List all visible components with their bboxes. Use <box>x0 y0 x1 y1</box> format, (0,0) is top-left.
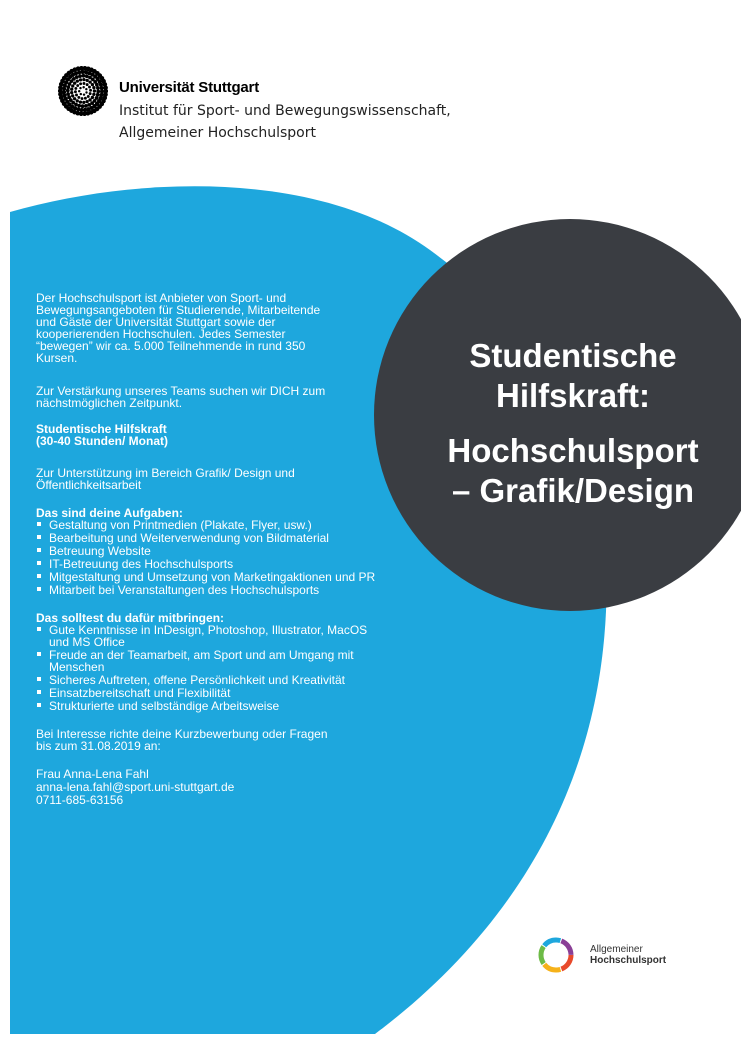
position-desc-line: Zur Unterstützung im Bereich Grafik/ Design und <box>36 466 295 480</box>
logo-dot <box>83 93 85 95</box>
logo-dot <box>91 96 94 99</box>
position-title-line: Studentische Hilfskraft <box>36 422 167 436</box>
intro-line: Kursen. <box>36 351 78 365</box>
logo-dot <box>78 90 80 92</box>
logo-dot <box>88 98 91 101</box>
ahs-line: Hochschulsport <box>590 955 667 966</box>
logo-dot <box>86 79 89 82</box>
logo-dot <box>71 84 74 87</box>
intro-line: Bewegungsangeboten für Studierende, Mitarbeitende <box>36 303 321 317</box>
logo-dot <box>76 79 79 82</box>
position-title-line: (30-40 Stunden/ Monat) <box>36 434 169 448</box>
position-desc-line: Öffentlichkeitsarbeit <box>36 478 142 492</box>
logo-dot <box>76 84 79 87</box>
requirement-item: Gute Kenntnisse in InDesign, Photoshop, Illustrator, MacOS und MS Office <box>36 624 386 648</box>
contact-block <box>36 768 386 807</box>
requirement-item: Freude an der Teamarbeit, am Sport und am Umgang mit Menschen <box>36 649 386 673</box>
logo-dot <box>85 91 87 93</box>
requirement-item: Einsatzbereitschaft und Flexibilität <box>36 687 386 699</box>
task-item: Mitarbeit bei Veranstaltungen des Hochschulsports <box>36 584 386 596</box>
logo-dot <box>85 100 88 103</box>
requirement-item: Strukturierte und selbständige Arbeitsweise <box>36 700 386 712</box>
logo-dot <box>66 106 71 111</box>
logo-dot <box>84 97 87 100</box>
requirements-heading: Das solltest du dafür mitbringen: <box>36 611 225 625</box>
logo-dot <box>89 92 92 95</box>
logo-dot <box>95 83 99 87</box>
hochschulsport-logo-text <box>590 944 666 966</box>
institute-line: Institut für Sport- und Bewegungswissenschaft, <box>119 103 451 119</box>
logo-dot <box>93 89 96 92</box>
intro-text <box>36 292 386 364</box>
logo-dot <box>92 86 95 89</box>
position-title <box>36 423 386 447</box>
contact-phone: 0711-685-63156 <box>36 793 124 807</box>
task-item: Mitgestaltung und Umsetzung von Marketingaktionen und PR <box>36 571 386 583</box>
tasks-list <box>36 519 386 596</box>
apply-text <box>36 728 386 752</box>
university-name: Universität Stuttgart <box>119 79 259 96</box>
tasks-heading: Das sind deine Aufgaben: <box>36 506 183 520</box>
position-description <box>36 467 386 491</box>
logo-dot <box>96 86 100 90</box>
hochschulsport-logo-icon <box>536 935 576 975</box>
contact-name: Frau Anna-Lena Fahl <box>36 767 149 781</box>
logo-dot <box>77 96 80 99</box>
logo-dot <box>78 74 82 78</box>
logo-dot <box>70 88 73 91</box>
logo-dot <box>82 86 84 88</box>
requirement-item: Sicheres Auftreten, offene Persönlichkeit und Kreativität <box>36 674 386 686</box>
logo-dot <box>83 82 86 85</box>
apply-line: bis zum 31.08.2019 an: <box>36 739 161 753</box>
intro-line: “bewegen” wir ca. 5.000 Teilnehmende in rund 350 <box>36 339 306 353</box>
logo-dot <box>74 87 77 90</box>
logo-dot <box>91 83 94 86</box>
task-item: IT-Betreuung des Hochschulsports <box>36 558 386 570</box>
task-item: Gestaltung von Printmedien (Plakate, Flyer, usw.) <box>36 519 386 531</box>
logo-dot <box>96 90 100 94</box>
logo-dot <box>92 93 95 96</box>
logo-dot <box>82 101 85 104</box>
logo-dot <box>75 94 78 97</box>
logo-dot <box>79 78 82 81</box>
logo-dot <box>87 95 90 98</box>
logo-dot <box>75 75 79 79</box>
intro-line: und Gäste der Universität Stuttgart sowie der <box>36 315 276 329</box>
job-description <box>36 292 386 807</box>
logo-dot <box>67 95 71 99</box>
logo-dot <box>66 92 70 96</box>
logo-dot <box>79 82 82 85</box>
team-text <box>36 385 386 409</box>
title-circle-text <box>418 336 728 511</box>
logo-dot <box>82 74 86 78</box>
team-line: Zur Verstärkung unseres Teams suchen wir DICH zum <box>36 384 326 398</box>
institute-name <box>119 100 451 144</box>
logo-dot <box>81 104 85 108</box>
contact-email: anna-lena.fahl@sport.uni-stuttgart.de <box>36 780 235 794</box>
logo-dot <box>71 94 74 97</box>
task-item: Bearbeitung und Weiterverwendung von Bildmaterial <box>36 532 386 544</box>
logo-dot <box>84 104 88 108</box>
logo-dot <box>82 78 85 81</box>
logo-dot <box>74 90 77 93</box>
logo-dot <box>76 99 79 102</box>
intro-line: Der Hochschulsport ist Anbieter von Sport- und <box>36 291 287 305</box>
title-line: – Grafik/Design <box>451 472 695 509</box>
logo-dot <box>66 89 70 93</box>
task-item: Betreuung Website <box>36 545 386 557</box>
logo-dot <box>73 82 76 85</box>
logo-dot <box>88 80 91 83</box>
logo-dot <box>81 97 84 100</box>
logo-dot <box>80 93 82 95</box>
logo-dot <box>76 107 80 111</box>
logo-dot <box>89 89 92 92</box>
logo-dot <box>85 88 87 90</box>
institute-line: Allgemeiner Hochschulsport <box>119 125 316 141</box>
logo-dot <box>86 83 89 86</box>
intro-line: kooperierenden Hochschulen. Jedes Semester <box>36 327 286 341</box>
logo-dot <box>88 86 91 89</box>
team-line: nächstmöglichen Zeitpunkt. <box>36 396 183 410</box>
title-line: Hochschulsport <box>447 432 699 469</box>
apply-line: Bei Interesse richte deine Kurzbewerbung oder Fragen <box>36 727 328 741</box>
university-logo-icon <box>58 66 108 116</box>
logo-dot <box>79 87 81 89</box>
title-line: Hilfskraft: <box>495 377 651 414</box>
logo-dot <box>73 97 76 100</box>
logo-dot <box>79 100 82 103</box>
ahs-line: Allgemeiner <box>590 944 643 955</box>
logo-dot <box>70 91 73 94</box>
title-line: Studentische <box>469 337 677 374</box>
requirements-list <box>36 624 386 712</box>
